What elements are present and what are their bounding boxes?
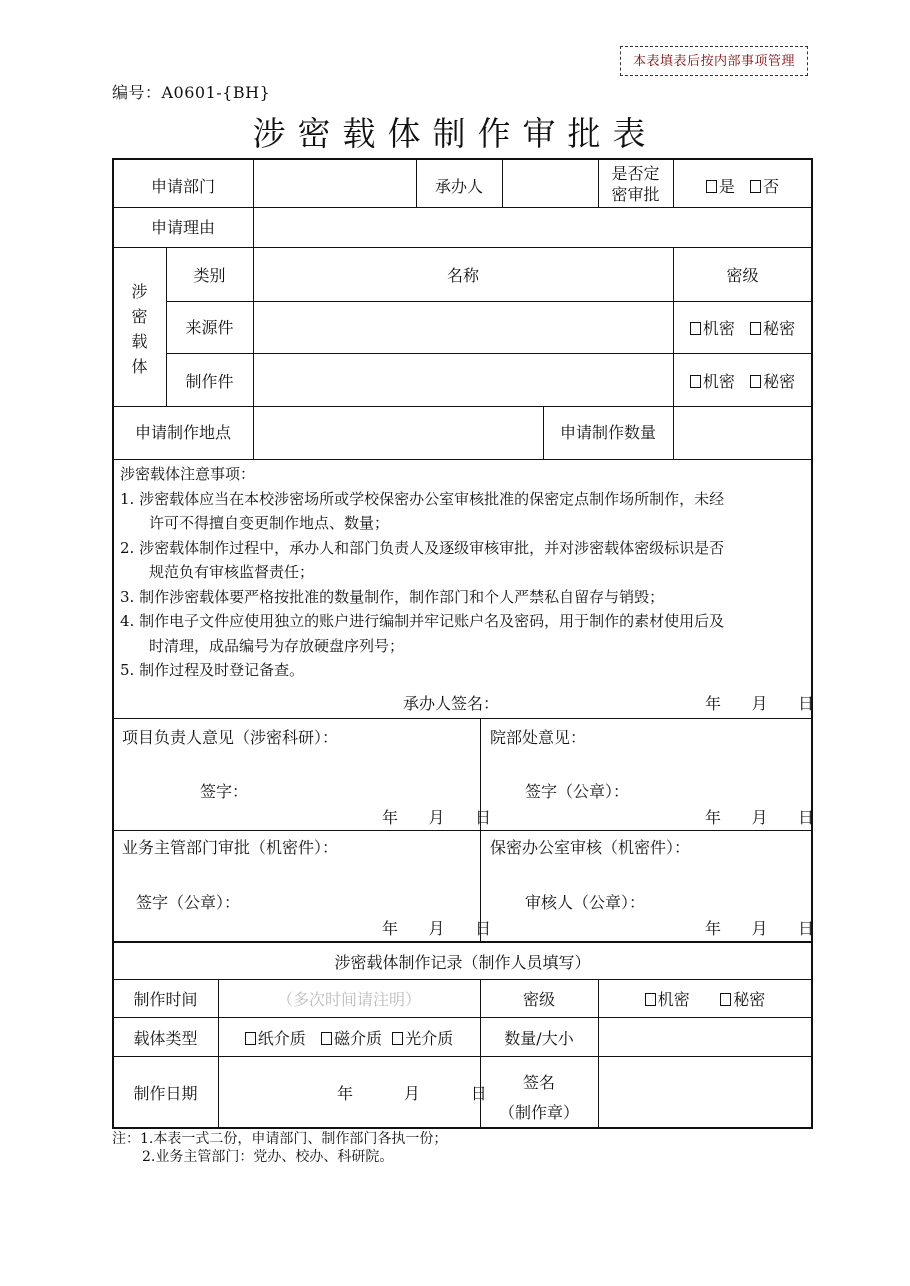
serial-number: 编号：A0601-{BH} [112,83,271,102]
col-divider [480,718,481,941]
yes-label: 是 [718,177,735,196]
confirm-label-line1: 是否定 [611,164,660,183]
quantity-label: 申请制作数量 [559,423,656,442]
notes-section [120,462,810,683]
project-date: 年 月 日 [382,808,492,827]
college-sign-label: 签字（公章）： [525,782,630,801]
note-line: 3. 制作涉密载体要严格按批准的数量制作，制作部门和个人严禁私自留存与销毁； [120,587,665,606]
college-date: 年 月 日 [705,808,815,827]
source-level-options [673,319,812,339]
row-divider [113,459,812,460]
type-options [218,1029,480,1049]
confirm-options [673,177,812,197]
carrier-char: 体 [131,357,148,376]
no-label: 否 [763,177,780,196]
level-header: 密级 [726,266,759,285]
internal-management-stamp: 本表填表后按内部事项管理 [620,46,808,76]
note-line: 5. 制作过程及时登记备查。 [120,661,305,679]
name-header: 名称 [446,266,479,285]
place-label: 申请制作地点 [134,423,231,442]
category-header: 类别 [193,266,226,285]
note-line: 规范负有审核监督责任； [149,563,315,581]
maker-sign-label [480,1068,598,1128]
source-secret-checkbox[interactable] [750,322,761,335]
magnetic-label: 磁介质 [334,1029,383,1048]
form-title: 涉密载体制作审批表 [252,114,658,153]
reason-field[interactable] [254,208,812,246]
carrier-char: 密 [131,307,148,326]
magnetic-checkbox[interactable] [321,1032,332,1045]
handler-signature-label: 承办人签名： [403,694,500,713]
time-label: 制作时间 [133,990,198,1009]
sign-label-line1: 签名 [522,1073,555,1092]
handler-signature-date: 年 月 日 [705,694,815,713]
qty-size-label: 数量/大小 [504,1029,574,1048]
business-date: 年 月 日 [382,919,492,938]
row-divider [113,247,812,248]
maker-sign-field[interactable] [599,1057,812,1127]
footnote-line: 2.业务主管部门：党办、校办、科研院。 [142,1149,394,1165]
dept-field[interactable] [254,162,416,206]
reviewer-sign-label: 审核人（公章）： [525,893,646,912]
made-level-options [673,372,812,392]
time-field[interactable]: （多次时间请注明） [276,990,421,1009]
made-label: 制作件 [185,372,234,391]
secret-label: 秘密 [763,372,796,391]
production-date-field[interactable]: 年 月 日 [337,1084,487,1103]
yes-checkbox[interactable] [706,180,717,193]
project-sign-label: 签字： [200,782,249,801]
confidential-label: 机密 [702,372,735,391]
reason-label: 申请理由 [150,218,215,237]
note-line: 4. 制作电子文件应使用独立的账户进行编制并牢记账户名及密码，用于制作的素材使用后及 [120,612,725,630]
source-name-field[interactable] [254,302,673,352]
carrier-char: 载 [131,332,148,351]
security-date: 年 月 日 [705,919,815,938]
confirm-approval-label [598,163,673,205]
confirm-label-line2: 密审批 [611,185,660,204]
record-title: 涉密载体制作记录（制作人员填写） [334,953,591,972]
record-level-options [598,990,812,1010]
record-secret-checkbox[interactable] [720,993,731,1006]
type-label: 载体类型 [133,1029,198,1048]
college-opinion-label: 院部处意见： [490,728,587,747]
qty-size-field[interactable] [599,1018,812,1055]
paper-checkbox[interactable] [245,1032,256,1045]
paper-label: 纸介质 [257,1029,306,1048]
quantity-field[interactable] [674,407,812,458]
optical-label: 光介质 [405,1029,454,1048]
date-label: 制作日期 [133,1084,198,1103]
business-approval-label: 业务主管部门审批（机密件）： [122,838,339,857]
dept-label: 申请部门 [150,177,215,196]
row-divider [113,718,812,719]
secret-label: 秘密 [733,990,766,1009]
made-name-field[interactable] [254,354,673,405]
row-divider [113,941,812,943]
note-line: 许可不得擅自变更制作地点、数量； [149,514,390,532]
source-label: 来源件 [185,318,234,337]
notes-heading: 涉密载体注意事项： [120,465,256,483]
optical-checkbox[interactable] [392,1032,403,1045]
record-level-label: 密级 [522,990,555,1009]
note-line: 2. 涉密载体制作过程中，承办人和部门负责人及逐级审核审批，并对涉密载体密级标识是否 [120,538,725,557]
security-review-label: 保密办公室审核（机密件）： [490,838,691,857]
carrier-label [113,279,166,379]
secret-label: 秘密 [763,319,796,338]
footnotes [112,1130,447,1166]
row-divider [113,830,812,831]
footnote-line: 注：1.本表一式二份，申请部门、制作部门各执一份； [112,1131,448,1147]
carrier-char: 涉 [131,282,148,301]
business-sign-label: 签字（公章）： [136,893,241,912]
handler-label: 承办人 [434,177,483,196]
sign-label-line2: （制作章） [498,1103,579,1122]
confidential-label: 机密 [702,319,735,338]
handler-field[interactable] [503,162,598,206]
record-confidential-checkbox[interactable] [645,993,656,1006]
source-confidential-checkbox[interactable] [690,322,701,335]
made-secret-checkbox[interactable] [750,375,761,388]
place-field[interactable] [254,407,543,458]
project-opinion-label: 项目负责人意见（涉密科研）： [122,728,339,747]
note-line: 时清理，成品编号为存放硬盘序列号； [149,636,405,655]
confidential-label: 机密 [657,990,690,1009]
made-confidential-checkbox[interactable] [690,375,701,388]
note-line: 1. 涉密载体应当在本校涉密场所或学校保密办公室审核批准的保密定点制作场所制作，未经 [120,489,725,508]
no-checkbox[interactable] [750,180,761,193]
